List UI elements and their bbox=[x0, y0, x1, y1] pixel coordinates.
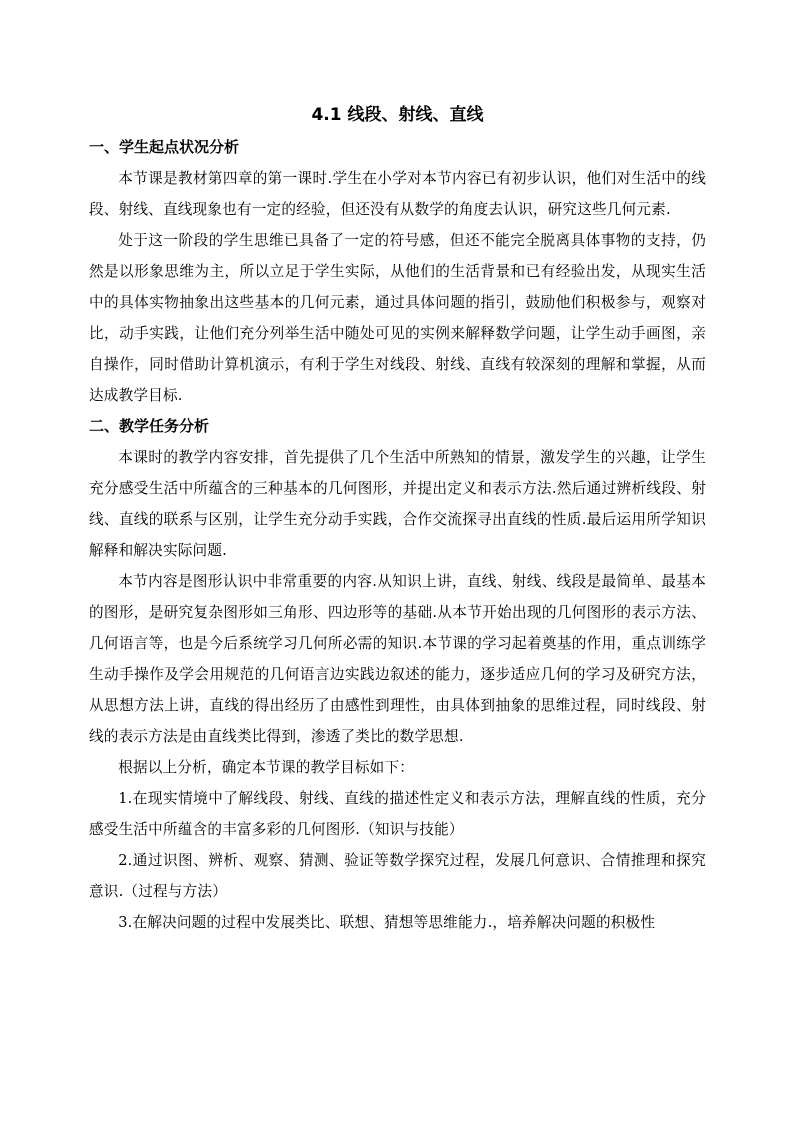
paragraph: 根据以上分析，确定本节课的教学目标如下： bbox=[118, 759, 415, 776]
paragraph: 本节内容是图形认识中非常重要的内容.从知识上讲，直线、射线、线段是最简单、最基本的图形，是研究复杂图形如三角形、四边形等的基础.从本节开始出现的几何图形的表示方法、几何语言等，也是今后系统学习几何所必需的知识.本节课的学习起着奠基的作用，重点训练学生动手操作及学会用规范的几何语言边实践边叙述的能力，逐步适应几何的学习及研究方法，从思想方法上讲，直线的得出经历了由感性到理性，由具体到抽象的思维过程，同时线段、射线的表示方法是由直线类比得到，渗透了类比的数学思想. bbox=[89, 573, 706, 745]
section-heading: 一、学生起点状况分析 bbox=[89, 138, 240, 156]
section-task-analysis bbox=[89, 411, 706, 938]
document-page bbox=[89, 100, 706, 938]
document-title: 4.1 线段、射线、直线 bbox=[311, 105, 484, 125]
section-student-analysis bbox=[89, 132, 706, 411]
objective-item: 3.在解决问题的过程中发展类比、联想、猜想等思维能力.，培养解决问题的积极性 bbox=[118, 914, 656, 931]
objective-item: 1.在现实情境中了解线段、射线、直线的描述性定义和表示方法，理解直线的性质，充分感受生活中所蕴含的丰富多彩的几何图形.（知识与技能） bbox=[89, 790, 706, 838]
paragraph: 处于这一阶段的学生思维已具备了一定的符号感，但还不能完全脱离具体事物的支持，仍然是以形象思维为主，所以立足于学生实际，从他们的生活背景和已有经验出发，从现实生活中的具体实物抽象出这些基本的几何元素，通过具体问题的指引，鼓励他们积极参与，观察对比，动手实践，让他们充分列举生活中随处可见的实例来解释数学问题，让学生动手画图，亲自操作，同时借助计算机演示，有利于学生对线段、射线、直线有较深刻的理解和掌握，从而达成教学目标. bbox=[89, 232, 706, 404]
objective-item: 2.通过识图、辨析、观察、猜测、验证等数学探究过程，发展几何意识、合情推理和探究意识.（过程与方法） bbox=[89, 852, 706, 900]
paragraph: 本课时的教学内容安排，首先提供了几个生活中所熟知的情景，激发学生的兴趣，让学生充分感受生活中所蕴含的三种基本的几何图形，并提出定义和表示方法.然后通过辨析线段、射线、直线的联系与区别，让学生充分动手实践，合作交流探寻出直线的性质.最后运用所学知识解释和解决实际问题. bbox=[89, 449, 706, 559]
paragraph: 本节课是教材第四章的第一课时.学生在小学对本节内容已有初步认识，他们对生活中的线段、射线、直线现象也有一定的经验，但还没有从数学的角度去认识，研究这些几何元素. bbox=[89, 170, 706, 218]
section-heading: 二、教学任务分析 bbox=[89, 417, 210, 435]
